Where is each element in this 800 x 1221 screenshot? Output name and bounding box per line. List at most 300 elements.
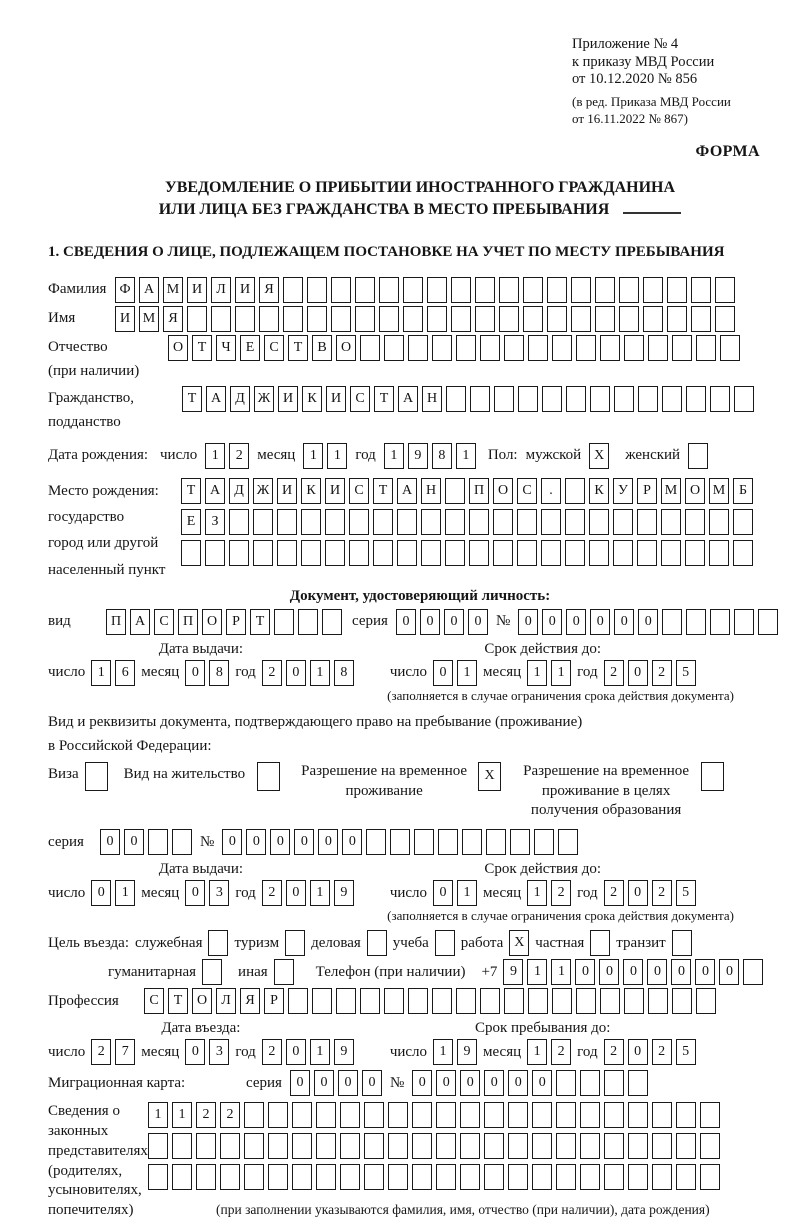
char-cell[interactable] — [517, 509, 537, 535]
char-cell[interactable] — [661, 509, 681, 535]
char-cell[interactable] — [288, 988, 308, 1014]
char-cell[interactable] — [432, 335, 452, 361]
char-cell[interactable] — [373, 509, 393, 535]
char-cell[interactable]: И — [187, 277, 207, 303]
char-cell[interactable] — [662, 609, 682, 635]
char-cell[interactable]: К — [589, 478, 609, 504]
char-cell[interactable]: 0 — [270, 829, 290, 855]
char-cell[interactable] — [676, 1102, 696, 1128]
char-cell[interactable] — [589, 509, 609, 535]
char-cell[interactable]: С — [144, 988, 164, 1014]
char-cell[interactable]: П — [178, 609, 198, 635]
char-cell[interactable] — [486, 829, 506, 855]
char-cell[interactable]: 1 — [205, 443, 225, 469]
char-cell[interactable]: Т — [373, 478, 393, 504]
char-cell[interactable]: 0 — [532, 1070, 552, 1096]
char-cell[interactable]: 1 — [527, 660, 547, 686]
char-cell[interactable] — [484, 1164, 504, 1190]
char-cell[interactable]: Е — [181, 509, 201, 535]
char-cell[interactable]: О — [192, 988, 212, 1014]
char-cell[interactable] — [604, 1133, 624, 1159]
char-cell[interactable]: 0 — [185, 880, 205, 906]
char-cell[interactable] — [590, 386, 610, 412]
char-cell[interactable] — [534, 829, 554, 855]
char-cell[interactable] — [196, 1164, 216, 1190]
temp-residence-education-checkbox[interactable] — [701, 762, 724, 791]
char-cell[interactable]: 1 — [327, 443, 347, 469]
char-cell[interactable] — [408, 988, 428, 1014]
char-cell[interactable]: 0 — [599, 959, 619, 985]
char-cell[interactable] — [691, 306, 711, 332]
char-cell[interactable] — [460, 1164, 480, 1190]
char-cell[interactable] — [312, 988, 332, 1014]
char-cell[interactable] — [427, 306, 447, 332]
char-cell[interactable] — [340, 1102, 360, 1128]
char-cell[interactable]: 8 — [432, 443, 452, 469]
char-cell[interactable]: 2 — [604, 660, 624, 686]
char-cell[interactable] — [384, 335, 404, 361]
purpose-transit-checkbox[interactable] — [672, 930, 692, 956]
char-cell[interactable]: Д — [230, 386, 250, 412]
char-cell[interactable]: Л — [216, 988, 236, 1014]
char-cell[interactable] — [397, 540, 417, 566]
char-cell[interactable] — [446, 386, 466, 412]
purpose-study-checkbox[interactable] — [435, 930, 455, 956]
char-cell[interactable] — [390, 829, 410, 855]
char-cell[interactable]: Ж — [254, 386, 274, 412]
char-cell[interactable] — [504, 335, 524, 361]
char-cell[interactable]: В — [312, 335, 332, 361]
char-cell[interactable] — [340, 1164, 360, 1190]
char-cell[interactable] — [580, 1164, 600, 1190]
char-cell[interactable] — [643, 306, 663, 332]
char-cell[interactable] — [652, 1164, 672, 1190]
char-cell[interactable] — [580, 1102, 600, 1128]
char-cell[interactable] — [700, 1133, 720, 1159]
char-cell[interactable] — [244, 1102, 264, 1128]
gender-male-checkbox[interactable]: X — [589, 443, 609, 469]
char-cell[interactable] — [556, 1133, 576, 1159]
char-cell[interactable]: 1 — [551, 660, 571, 686]
char-cell[interactable] — [613, 509, 633, 535]
char-cell[interactable]: А — [205, 478, 225, 504]
purpose-official-checkbox[interactable] — [208, 930, 228, 956]
char-cell[interactable]: 2 — [652, 660, 672, 686]
char-cell[interactable]: 2 — [551, 1039, 571, 1065]
char-cell[interactable] — [331, 306, 351, 332]
char-cell[interactable] — [576, 988, 596, 1014]
char-cell[interactable]: О — [336, 335, 356, 361]
char-cell[interactable]: 6 — [115, 660, 135, 686]
char-cell[interactable]: Т — [168, 988, 188, 1014]
char-cell[interactable] — [456, 988, 476, 1014]
char-cell[interactable] — [360, 988, 380, 1014]
char-cell[interactable] — [379, 306, 399, 332]
char-cell[interactable]: О — [493, 478, 513, 504]
char-cell[interactable] — [508, 1164, 528, 1190]
char-cell[interactable] — [552, 988, 572, 1014]
char-cell[interactable]: 1 — [456, 443, 476, 469]
char-cell[interactable] — [364, 1164, 384, 1190]
char-cell[interactable]: Ф — [115, 277, 135, 303]
char-cell[interactable]: О — [168, 335, 188, 361]
char-cell[interactable] — [277, 509, 297, 535]
char-cell[interactable] — [445, 509, 465, 535]
char-cell[interactable]: Ч — [216, 335, 236, 361]
char-cell[interactable] — [715, 277, 735, 303]
char-cell[interactable]: С — [350, 386, 370, 412]
purpose-private-checkbox[interactable] — [590, 930, 610, 956]
char-cell[interactable] — [566, 386, 586, 412]
char-cell[interactable] — [355, 306, 375, 332]
char-cell[interactable] — [268, 1164, 288, 1190]
char-cell[interactable] — [686, 386, 706, 412]
char-cell[interactable]: 5 — [676, 880, 696, 906]
char-cell[interactable]: 0 — [318, 829, 338, 855]
purpose-business-checkbox[interactable] — [367, 930, 387, 956]
char-cell[interactable] — [220, 1133, 240, 1159]
char-cell[interactable]: Б — [733, 478, 753, 504]
char-cell[interactable]: 2 — [604, 880, 624, 906]
char-cell[interactable] — [652, 1133, 672, 1159]
char-cell[interactable] — [484, 1133, 504, 1159]
char-cell[interactable] — [565, 540, 585, 566]
char-cell[interactable]: Я — [259, 277, 279, 303]
char-cell[interactable]: Р — [264, 988, 284, 1014]
char-cell[interactable]: 0 — [420, 609, 440, 635]
purpose-work-checkbox[interactable]: X — [509, 930, 529, 956]
char-cell[interactable] — [528, 335, 548, 361]
char-cell[interactable]: 0 — [433, 880, 453, 906]
char-cell[interactable]: П — [469, 478, 489, 504]
char-cell[interactable]: 0 — [185, 660, 205, 686]
char-cell[interactable] — [301, 509, 321, 535]
char-cell[interactable]: 3 — [209, 1039, 229, 1065]
char-cell[interactable]: Я — [240, 988, 260, 1014]
char-cell[interactable] — [268, 1102, 288, 1128]
char-cell[interactable] — [427, 277, 447, 303]
char-cell[interactable] — [661, 540, 681, 566]
char-cell[interactable] — [412, 1164, 432, 1190]
char-cell[interactable] — [733, 509, 753, 535]
char-cell[interactable]: 0 — [508, 1070, 528, 1096]
char-cell[interactable] — [528, 988, 548, 1014]
char-cell[interactable]: 9 — [503, 959, 523, 985]
char-cell[interactable]: 0 — [185, 1039, 205, 1065]
char-cell[interactable]: 0 — [484, 1070, 504, 1096]
char-cell[interactable]: Т — [182, 386, 202, 412]
char-cell[interactable] — [499, 277, 519, 303]
char-cell[interactable] — [532, 1133, 552, 1159]
char-cell[interactable] — [709, 540, 729, 566]
char-cell[interactable] — [499, 306, 519, 332]
char-cell[interactable] — [648, 335, 668, 361]
char-cell[interactable] — [734, 609, 754, 635]
char-cell[interactable] — [676, 1164, 696, 1190]
char-cell[interactable] — [595, 306, 615, 332]
char-cell[interactable] — [480, 988, 500, 1014]
char-cell[interactable] — [508, 1102, 528, 1128]
char-cell[interactable] — [667, 277, 687, 303]
char-cell[interactable]: Р — [226, 609, 246, 635]
char-cell[interactable] — [662, 386, 682, 412]
char-cell[interactable] — [316, 1133, 336, 1159]
char-cell[interactable] — [523, 277, 543, 303]
purpose-other-checkbox[interactable] — [274, 959, 294, 985]
char-cell[interactable]: 0 — [566, 609, 586, 635]
char-cell[interactable] — [547, 277, 567, 303]
char-cell[interactable] — [292, 1133, 312, 1159]
char-cell[interactable]: 2 — [91, 1039, 111, 1065]
char-cell[interactable] — [580, 1133, 600, 1159]
char-cell[interactable]: 9 — [334, 880, 354, 906]
char-cell[interactable] — [388, 1133, 408, 1159]
char-cell[interactable] — [403, 306, 423, 332]
char-cell[interactable]: С — [154, 609, 174, 635]
char-cell[interactable] — [181, 540, 201, 566]
char-cell[interactable] — [301, 540, 321, 566]
char-cell[interactable] — [667, 306, 687, 332]
char-cell[interactable]: 0 — [460, 1070, 480, 1096]
char-cell[interactable] — [274, 609, 294, 635]
char-cell[interactable]: А — [130, 609, 150, 635]
char-cell[interactable]: 2 — [652, 1039, 672, 1065]
char-cell[interactable]: С — [517, 478, 537, 504]
char-cell[interactable] — [733, 540, 753, 566]
char-cell[interactable] — [445, 540, 465, 566]
char-cell[interactable]: 0 — [575, 959, 595, 985]
char-cell[interactable] — [604, 1070, 624, 1096]
char-cell[interactable] — [331, 277, 351, 303]
char-cell[interactable] — [556, 1070, 576, 1096]
char-cell[interactable]: Д — [229, 478, 249, 504]
char-cell[interactable]: Р — [637, 478, 657, 504]
char-cell[interactable]: 0 — [91, 880, 111, 906]
char-cell[interactable]: И — [115, 306, 135, 332]
char-cell[interactable]: 0 — [590, 609, 610, 635]
char-cell[interactable] — [734, 386, 754, 412]
char-cell[interactable]: 8 — [334, 660, 354, 686]
char-cell[interactable]: 0 — [362, 1070, 382, 1096]
char-cell[interactable]: 9 — [408, 443, 428, 469]
char-cell[interactable] — [676, 1133, 696, 1159]
char-cell[interactable]: 0 — [719, 959, 739, 985]
char-cell[interactable] — [595, 277, 615, 303]
char-cell[interactable] — [235, 306, 255, 332]
char-cell[interactable] — [484, 1102, 504, 1128]
char-cell[interactable]: И — [277, 478, 297, 504]
char-cell[interactable] — [187, 306, 207, 332]
char-cell[interactable] — [628, 1133, 648, 1159]
char-cell[interactable]: 0 — [695, 959, 715, 985]
char-cell[interactable]: Н — [422, 386, 442, 412]
char-cell[interactable] — [691, 277, 711, 303]
char-cell[interactable]: 5 — [676, 660, 696, 686]
char-cell[interactable] — [541, 509, 561, 535]
char-cell[interactable]: Ж — [253, 478, 273, 504]
char-cell[interactable]: К — [302, 386, 322, 412]
char-cell[interactable]: 1 — [148, 1102, 168, 1128]
char-cell[interactable] — [470, 386, 490, 412]
char-cell[interactable] — [451, 277, 471, 303]
char-cell[interactable] — [624, 988, 644, 1014]
char-cell[interactable] — [637, 540, 657, 566]
char-cell[interactable]: 0 — [290, 1070, 310, 1096]
char-cell[interactable] — [172, 1133, 192, 1159]
char-cell[interactable]: С — [349, 478, 369, 504]
char-cell[interactable] — [412, 1133, 432, 1159]
char-cell[interactable] — [172, 1164, 192, 1190]
char-cell[interactable]: 1 — [310, 880, 330, 906]
char-cell[interactable]: 0 — [100, 829, 120, 855]
char-cell[interactable]: И — [278, 386, 298, 412]
char-cell[interactable] — [475, 306, 495, 332]
char-cell[interactable]: 0 — [623, 959, 643, 985]
char-cell[interactable] — [307, 306, 327, 332]
char-cell[interactable] — [700, 1164, 720, 1190]
char-cell[interactable]: 0 — [396, 609, 416, 635]
char-cell[interactable] — [758, 609, 778, 635]
char-cell[interactable] — [532, 1102, 552, 1128]
char-cell[interactable] — [628, 1102, 648, 1128]
char-cell[interactable] — [696, 335, 716, 361]
char-cell[interactable] — [637, 509, 657, 535]
char-cell[interactable] — [493, 540, 513, 566]
char-cell[interactable]: 0 — [628, 880, 648, 906]
char-cell[interactable]: А — [206, 386, 226, 412]
char-cell[interactable] — [259, 306, 279, 332]
char-cell[interactable] — [205, 540, 225, 566]
char-cell[interactable]: 8 — [209, 660, 229, 686]
char-cell[interactable]: И — [235, 277, 255, 303]
char-cell[interactable] — [148, 1164, 168, 1190]
char-cell[interactable]: 1 — [384, 443, 404, 469]
temp-residence-checkbox[interactable]: X — [478, 762, 501, 791]
char-cell[interactable] — [556, 1102, 576, 1128]
char-cell[interactable]: А — [397, 478, 417, 504]
char-cell[interactable] — [366, 829, 386, 855]
char-cell[interactable] — [517, 540, 537, 566]
char-cell[interactable]: 0 — [671, 959, 691, 985]
char-cell[interactable] — [686, 609, 706, 635]
char-cell[interactable]: 0 — [614, 609, 634, 635]
char-cell[interactable] — [336, 988, 356, 1014]
char-cell[interactable]: 0 — [286, 880, 306, 906]
char-cell[interactable] — [709, 509, 729, 535]
char-cell[interactable] — [384, 988, 404, 1014]
char-cell[interactable]: 0 — [647, 959, 667, 985]
char-cell[interactable] — [277, 540, 297, 566]
char-cell[interactable]: 2 — [229, 443, 249, 469]
char-cell[interactable]: М — [709, 478, 729, 504]
char-cell[interactable]: А — [398, 386, 418, 412]
char-cell[interactable] — [436, 1102, 456, 1128]
char-cell[interactable] — [244, 1164, 264, 1190]
char-cell[interactable] — [316, 1102, 336, 1128]
char-cell[interactable] — [373, 540, 393, 566]
char-cell[interactable] — [700, 1102, 720, 1128]
char-cell[interactable]: 7 — [115, 1039, 135, 1065]
char-cell[interactable]: З — [205, 509, 225, 535]
char-cell[interactable] — [421, 509, 441, 535]
char-cell[interactable] — [451, 306, 471, 332]
char-cell[interactable] — [475, 277, 495, 303]
char-cell[interactable] — [196, 1133, 216, 1159]
char-cell[interactable] — [469, 509, 489, 535]
char-cell[interactable]: 0 — [444, 609, 464, 635]
char-cell[interactable] — [614, 386, 634, 412]
char-cell[interactable]: 1 — [527, 1039, 547, 1065]
char-cell[interactable] — [283, 277, 303, 303]
char-cell[interactable] — [220, 1164, 240, 1190]
char-cell[interactable] — [558, 829, 578, 855]
char-cell[interactable]: Н — [421, 478, 441, 504]
char-cell[interactable] — [628, 1164, 648, 1190]
char-cell[interactable]: 1 — [303, 443, 323, 469]
char-cell[interactable]: Т — [192, 335, 212, 361]
char-cell[interactable] — [504, 988, 524, 1014]
char-cell[interactable] — [648, 988, 668, 1014]
char-cell[interactable]: М — [163, 277, 183, 303]
char-cell[interactable] — [604, 1164, 624, 1190]
char-cell[interactable]: 2 — [220, 1102, 240, 1128]
char-cell[interactable] — [408, 335, 428, 361]
char-cell[interactable] — [460, 1102, 480, 1128]
char-cell[interactable] — [685, 540, 705, 566]
char-cell[interactable]: 1 — [91, 660, 111, 686]
char-cell[interactable] — [244, 1133, 264, 1159]
char-cell[interactable]: Т — [288, 335, 308, 361]
char-cell[interactable] — [541, 540, 561, 566]
char-cell[interactable] — [364, 1102, 384, 1128]
char-cell[interactable]: 1 — [527, 959, 547, 985]
char-cell[interactable]: 2 — [262, 1039, 282, 1065]
char-cell[interactable] — [414, 829, 434, 855]
char-cell[interactable] — [325, 540, 345, 566]
char-cell[interactable]: К — [301, 478, 321, 504]
char-cell[interactable]: 1 — [527, 880, 547, 906]
char-cell[interactable]: У — [613, 478, 633, 504]
purpose-humanitarian-checkbox[interactable] — [202, 959, 222, 985]
residence-permit-checkbox[interactable] — [257, 762, 280, 791]
char-cell[interactable]: 0 — [222, 829, 242, 855]
char-cell[interactable]: 2 — [604, 1039, 624, 1065]
char-cell[interactable] — [432, 988, 452, 1014]
char-cell[interactable] — [556, 1164, 576, 1190]
char-cell[interactable] — [715, 306, 735, 332]
char-cell[interactable] — [547, 306, 567, 332]
char-cell[interactable]: 3 — [209, 880, 229, 906]
char-cell[interactable]: 0 — [433, 660, 453, 686]
char-cell[interactable]: 2 — [262, 660, 282, 686]
char-cell[interactable]: 0 — [124, 829, 144, 855]
char-cell[interactable] — [412, 1102, 432, 1128]
char-cell[interactable] — [325, 509, 345, 535]
char-cell[interactable] — [571, 306, 591, 332]
char-cell[interactable] — [211, 306, 231, 332]
char-cell[interactable]: . — [541, 478, 561, 504]
char-cell[interactable]: С — [264, 335, 284, 361]
purpose-tourism-checkbox[interactable] — [285, 930, 305, 956]
char-cell[interactable] — [436, 1133, 456, 1159]
char-cell[interactable] — [360, 335, 380, 361]
char-cell[interactable]: 9 — [334, 1039, 354, 1065]
visa-checkbox[interactable] — [85, 762, 108, 791]
char-cell[interactable]: М — [139, 306, 159, 332]
char-cell[interactable] — [349, 540, 369, 566]
char-cell[interactable]: 1 — [433, 1039, 453, 1065]
char-cell[interactable] — [624, 335, 644, 361]
